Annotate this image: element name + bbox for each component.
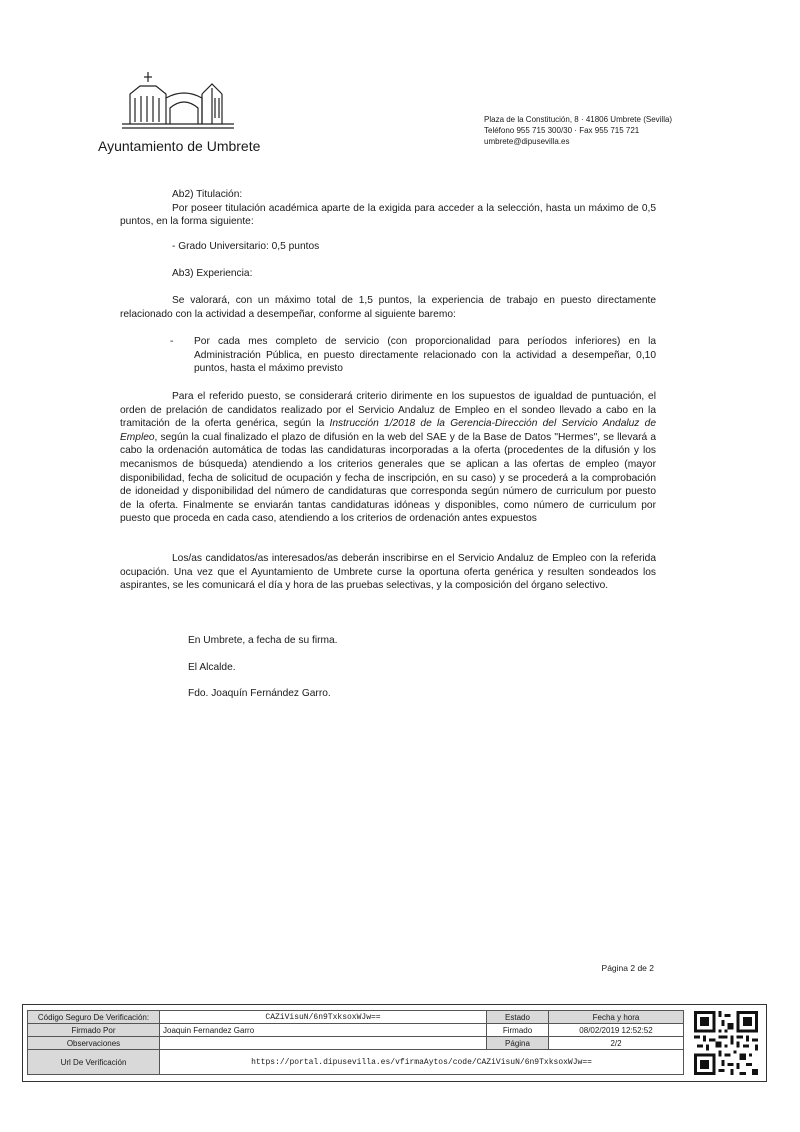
estado-label: Estado bbox=[487, 1011, 549, 1024]
ab3-bullet bbox=[170, 335, 656, 376]
table-row bbox=[28, 1050, 684, 1075]
table-row bbox=[28, 1011, 684, 1024]
town-hall-emblem-icon bbox=[118, 68, 238, 134]
pagina-label: Página bbox=[487, 1037, 549, 1050]
criteria-text-b: , según la cual finalizado el plazo de difusión en la web del SAE y de la Base de Datos "Hermes", se llevará a cabo la ordenación automática de todas las candidaturas incorporadas a la oferta (procedentes de la difusión y los mecanismos de búsqueda) atendiendo a los criterios generales que se aplican a las ofertas de empleo (mayor disponibilidad, fecha de solicitud de ocupación y fecha de inscripción, en su caso) y se procederá a la comprobación de idoneidad y disponibilidad del número de candidaturas que corresponda según número de curriculum por puesto de la oferta. Finalmente se enviarán tantas candidaturas idóneas y disponibles, como número de curriculum por puesto que proceda en cada caso, atendiendo a los criterios de ordenación antes expuestos bbox=[120, 431, 656, 525]
table-row bbox=[28, 1024, 684, 1037]
observaciones-value bbox=[160, 1037, 487, 1050]
firmado-por-value: Joaquin Fernandez Garro bbox=[160, 1024, 487, 1037]
qr-code-icon bbox=[694, 1010, 758, 1076]
ab3-text: Se valorará, con un máximo total de 1,5 puntos, la experiencia de trabajo en puesto directamente relacionado con la actividad a desempeñar, conforme al siguiente baremo: bbox=[120, 295, 656, 320]
pagina-value: 2/2 bbox=[549, 1037, 684, 1050]
address-line: Plaza de la Constitución, 8 · 41806 Umbrete (Sevilla) bbox=[484, 115, 673, 124]
criteria-text-a: Para el referido puesto, se considerará criterio dirimente en los supuestos de igualdad de puntuación, el orden de prelación de candidatos realizado por el Servicio Andaluz de Empleo en el sondeo llevado a cabo en la tramitación de la oferta genérica, según la bbox=[120, 391, 656, 430]
ab2-title: Ab2) Titulación: bbox=[172, 189, 243, 200]
bullet-mark: - bbox=[170, 336, 174, 347]
verification-stamp bbox=[22, 1004, 767, 1082]
town-hall-logo bbox=[98, 68, 261, 158]
paragraph-criteria bbox=[120, 390, 656, 526]
ab3-title-block bbox=[120, 267, 656, 281]
closing-line: En Umbrete, a fecha de su firma. bbox=[188, 635, 338, 646]
firmado-por-label: Firmado Por bbox=[28, 1024, 160, 1037]
table-row bbox=[28, 1037, 684, 1050]
ab2-item-block bbox=[120, 240, 656, 254]
ab3-title: Ab3) Experiencia: bbox=[172, 268, 253, 279]
criteria-text bbox=[120, 390, 656, 526]
verification-table bbox=[27, 1010, 684, 1075]
mayor-role: El Alcalde. bbox=[188, 661, 236, 673]
signature-block bbox=[188, 634, 588, 701]
criteria-instruction: Instrucción 1/2018 de la Gerencia-Dirección del Servicio Andaluz de Empleo bbox=[120, 418, 656, 443]
observaciones-label: Observaciones bbox=[28, 1037, 160, 1050]
estado-value: Firmado bbox=[487, 1024, 549, 1037]
ab2-item: - Grado Universitario: 0,5 puntos bbox=[172, 241, 320, 252]
address-block bbox=[484, 114, 672, 147]
csv-value: CAZiVisuN/6n9TxksoxWJw== bbox=[160, 1011, 487, 1024]
page-number: Página 2 de 2 bbox=[601, 963, 654, 973]
ab3-text-block bbox=[120, 294, 656, 321]
ab2-text: Por poseer titulación académica aparte de la exigida para acceder a la selección, hasta un máximo de 0,5 puntos, en la forma siguiente: bbox=[120, 202, 656, 228]
url-label: Url De Verificación bbox=[28, 1050, 160, 1075]
logo-text: Ayuntamiento de Umbrete bbox=[98, 138, 261, 154]
fecha-label: Fecha y hora bbox=[549, 1011, 684, 1024]
csv-label: Código Seguro De Verificación: bbox=[28, 1011, 160, 1024]
registration-text: Los/as candidatos/as interesados/as deberán inscribirse en el Servicio Andaluz de Empleo con la referida ocupación. Una vez que el Ayuntamiento de Umbrete curse la oportuna oferta genérica y resulten sondeados los aspirantes, se les comunicará el día y hora de las pruebas selectivas, y la composición del órgano selectivo. bbox=[120, 553, 656, 592]
signature-line: Fdo. Joaquín Fernández Garro. bbox=[188, 688, 331, 700]
email-line: umbrete@dipusevilla.es bbox=[484, 137, 570, 146]
fecha-value: 08/02/2019 12:52:52 bbox=[549, 1024, 684, 1037]
phone-line: Teléfono 955 715 300/30 · Fax 955 715 721 bbox=[484, 126, 640, 135]
ab3-bullet-text: Por cada mes completo de servicio (con proporcionalidad para períodos inferiores) en la Administración Pública, en puesto directamente relacionado con la actividad a desempeñar, 0,10 puntos, hasta el máximo previsto bbox=[194, 336, 656, 375]
url-value[interactable]: https://portal.dipusevilla.es/vfirmaAytos/code/CAZiVisuN/6n9TxksoxWJw== bbox=[160, 1050, 684, 1075]
paragraph-registration bbox=[120, 552, 656, 593]
section-ab2 bbox=[120, 188, 656, 229]
